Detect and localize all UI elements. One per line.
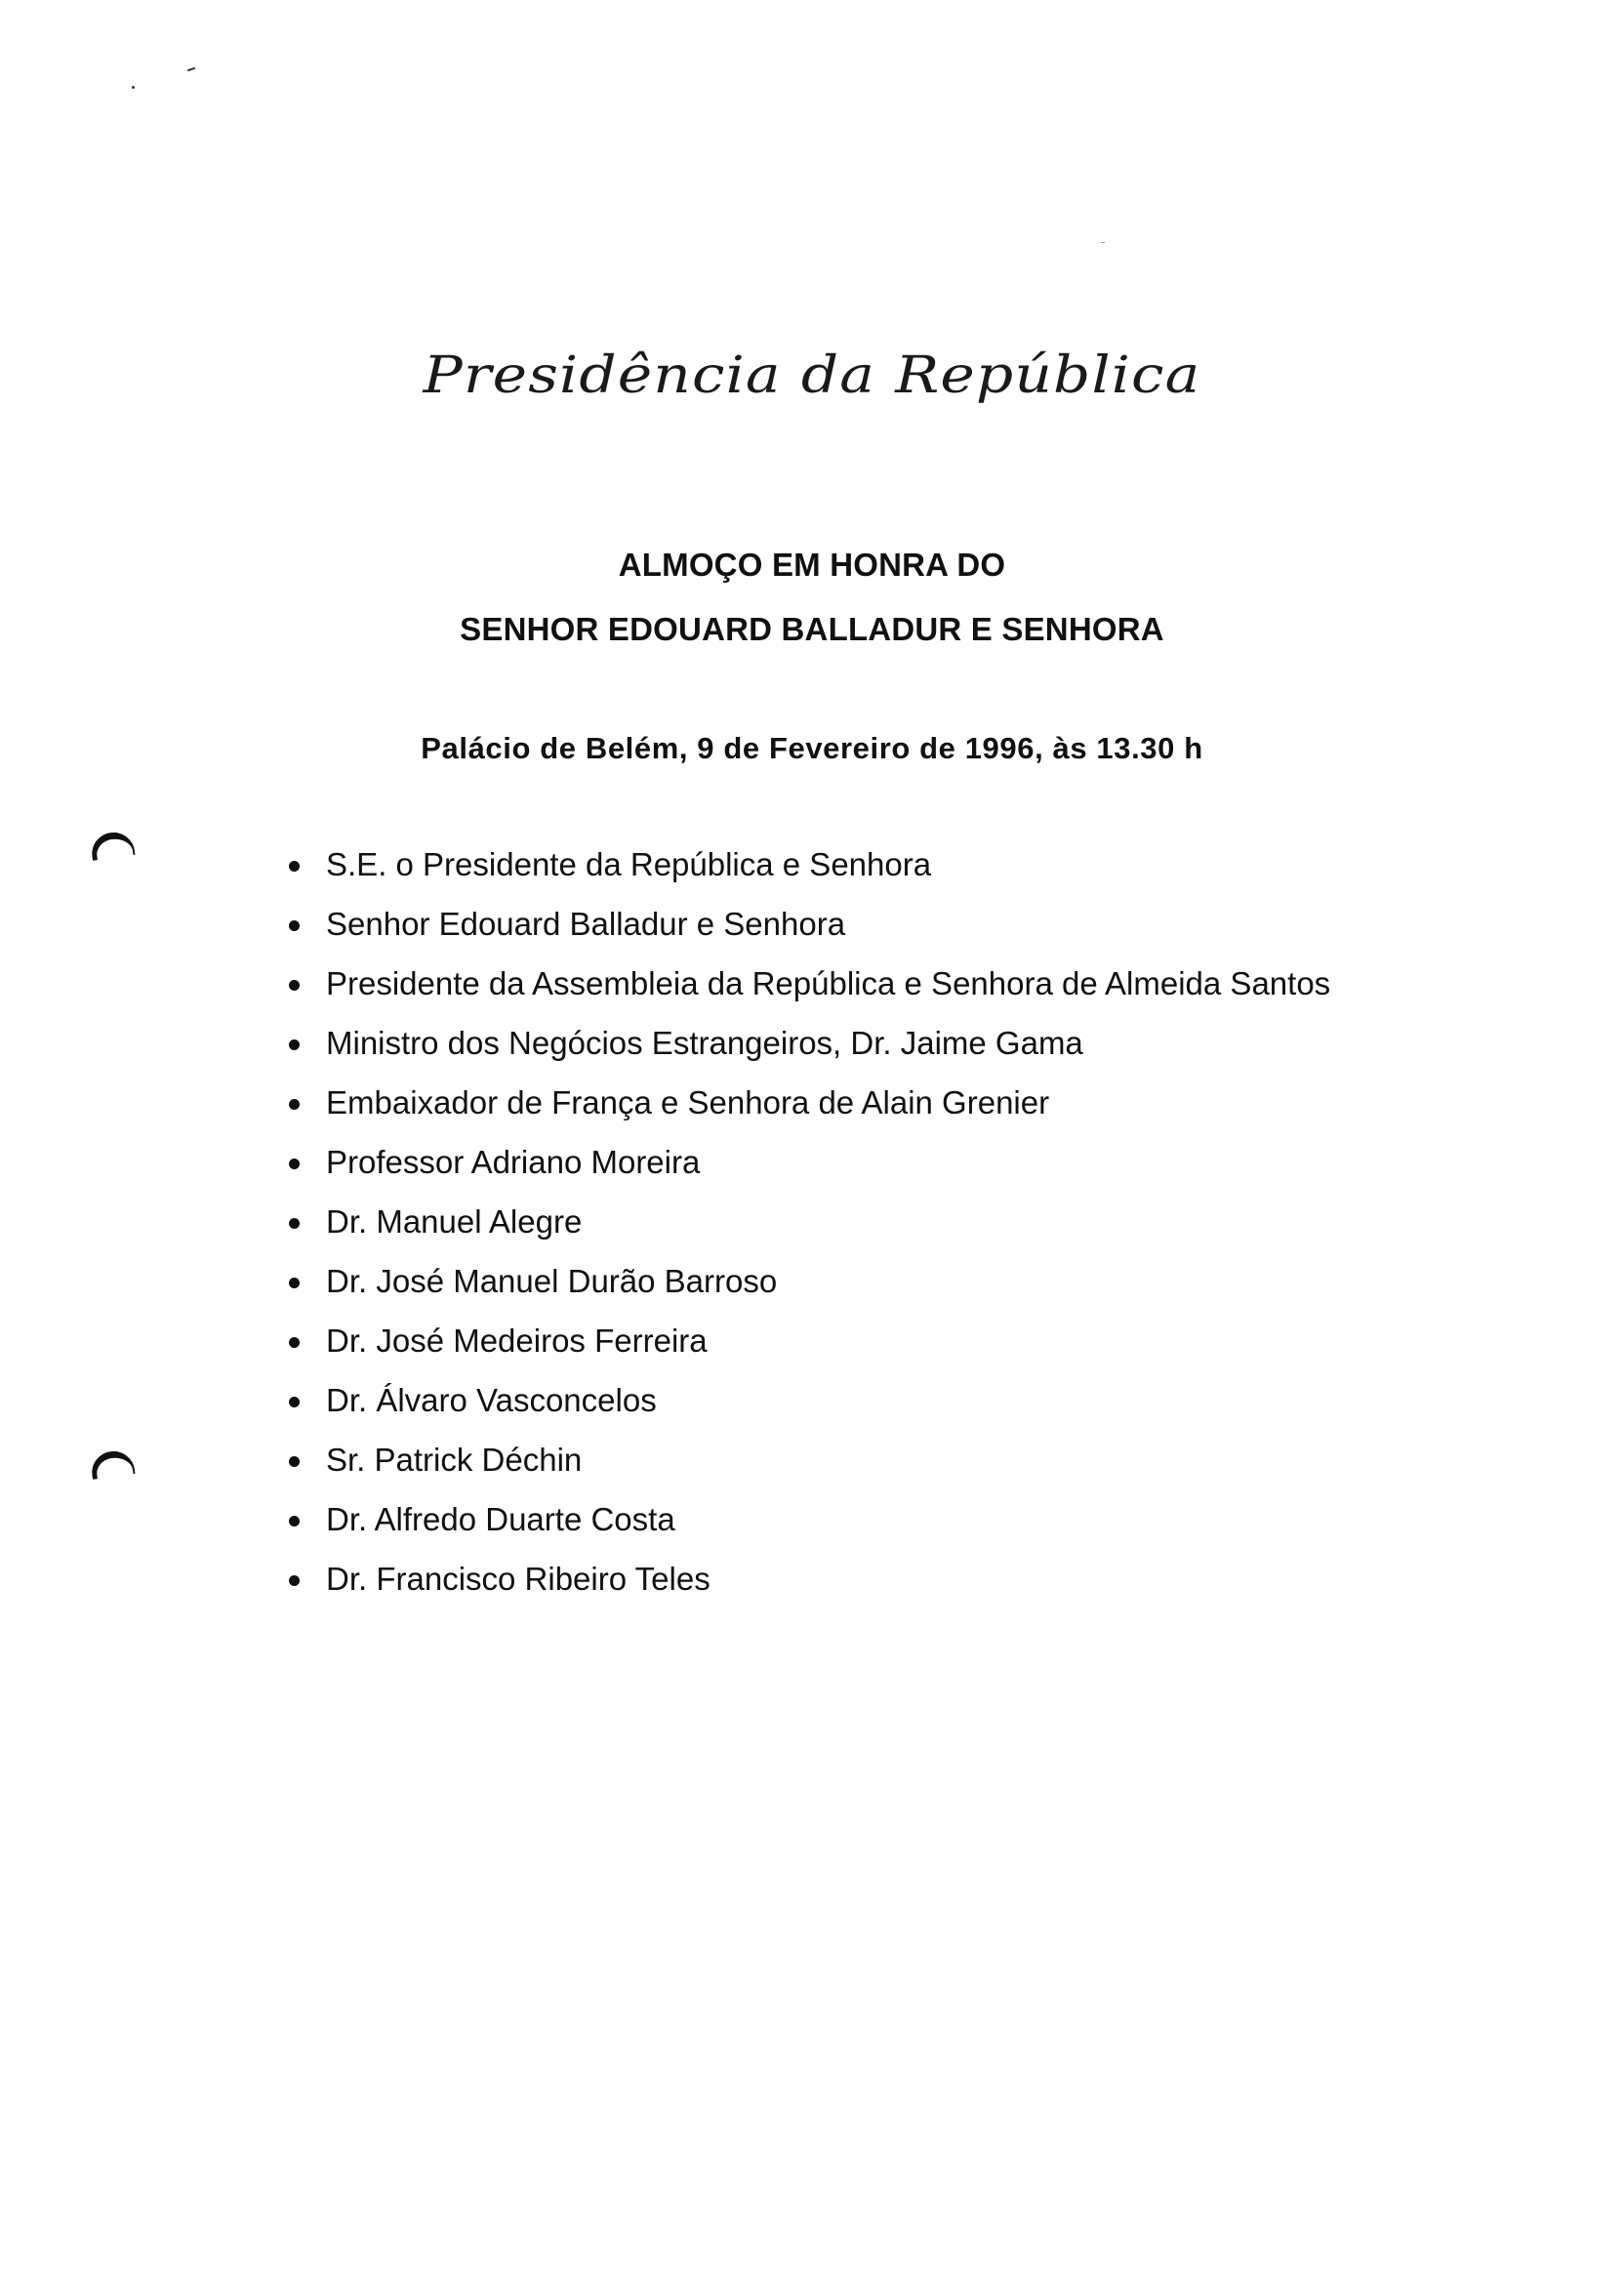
- bullet-icon: [289, 980, 300, 991]
- bullet-icon: [289, 1039, 300, 1050]
- venue-date-line: Palácio de Belém, 9 de Fevereiro de 1996, às 13.30 h: [421, 731, 1203, 765]
- guest-name: Dr. Alfredo Duarte Costa: [326, 1501, 675, 1537]
- guest-list-item: [287, 905, 1330, 964]
- scan-speck: [187, 67, 195, 72]
- bullet-icon: [289, 1278, 300, 1288]
- guest-list-item: [287, 1560, 1330, 1619]
- guest-name: Senhor Edouard Balladur e Senhora: [326, 906, 846, 942]
- guest-name: S.E. o Presidente da República e Senhora: [326, 846, 932, 882]
- guest-list: [287, 845, 1330, 1619]
- guest-list-item: [287, 1322, 1330, 1381]
- guest-list-item: [287, 964, 1330, 1024]
- bullet-icon: [289, 1397, 300, 1407]
- guest-name: Embaixador de França e Senhora de Alain Grenier: [326, 1084, 1050, 1120]
- hole-punch-mark: [89, 1448, 135, 1480]
- guest-name: Professor Adriano Moreira: [326, 1144, 701, 1180]
- guest-list-item: [287, 1381, 1330, 1441]
- guest-name: Sr. Patrick Déchin: [326, 1442, 583, 1478]
- guest-list-item: [287, 1083, 1330, 1143]
- bullet-icon: [289, 1516, 300, 1527]
- bullet-icon: [289, 1099, 300, 1110]
- bullet-icon: [289, 1575, 300, 1586]
- letterhead: Presidência da República: [423, 346, 1201, 405]
- guest-list-item: [287, 1202, 1330, 1262]
- guest-list-item: [287, 1441, 1330, 1500]
- document-title-line-2: SENHOR EDOUARD BALLADUR E SENHORA: [460, 611, 1164, 647]
- guest-name: Dr. Francisco Ribeiro Teles: [326, 1561, 710, 1597]
- hole-punch-mark: [89, 830, 135, 861]
- guest-list-item: [287, 1024, 1330, 1083]
- bullet-icon: [289, 1456, 300, 1467]
- guest-name: Ministro dos Negócios Estrangeiros, Dr. Jaime Gama: [326, 1025, 1083, 1061]
- guest-name: Dr. Álvaro Vasconcelos: [326, 1382, 657, 1418]
- document-title-line-1: ALMOÇO EM HONRA DO: [618, 547, 1006, 583]
- bullet-icon: [289, 1159, 300, 1169]
- bullet-icon: [289, 861, 300, 872]
- bullet-icon: [289, 920, 300, 931]
- guest-name: Dr. Manuel Alegre: [326, 1203, 583, 1240]
- guest-name: Presidente da Assembleia da República e Senhora de Almeida Santos: [326, 965, 1331, 1001]
- scan-speck: [132, 86, 135, 89]
- scan-speck: [1101, 242, 1105, 243]
- guest-name: Dr. José Manuel Durão Barroso: [326, 1263, 778, 1299]
- bullet-icon: [289, 1218, 300, 1229]
- guest-list-item: [287, 1143, 1330, 1202]
- guest-list-item: [287, 1500, 1330, 1560]
- guest-name: Dr. José Medeiros Ferreira: [326, 1323, 708, 1359]
- bullet-icon: [289, 1337, 300, 1348]
- guest-list-item: [287, 1262, 1330, 1322]
- guest-list-item: [287, 845, 1330, 905]
